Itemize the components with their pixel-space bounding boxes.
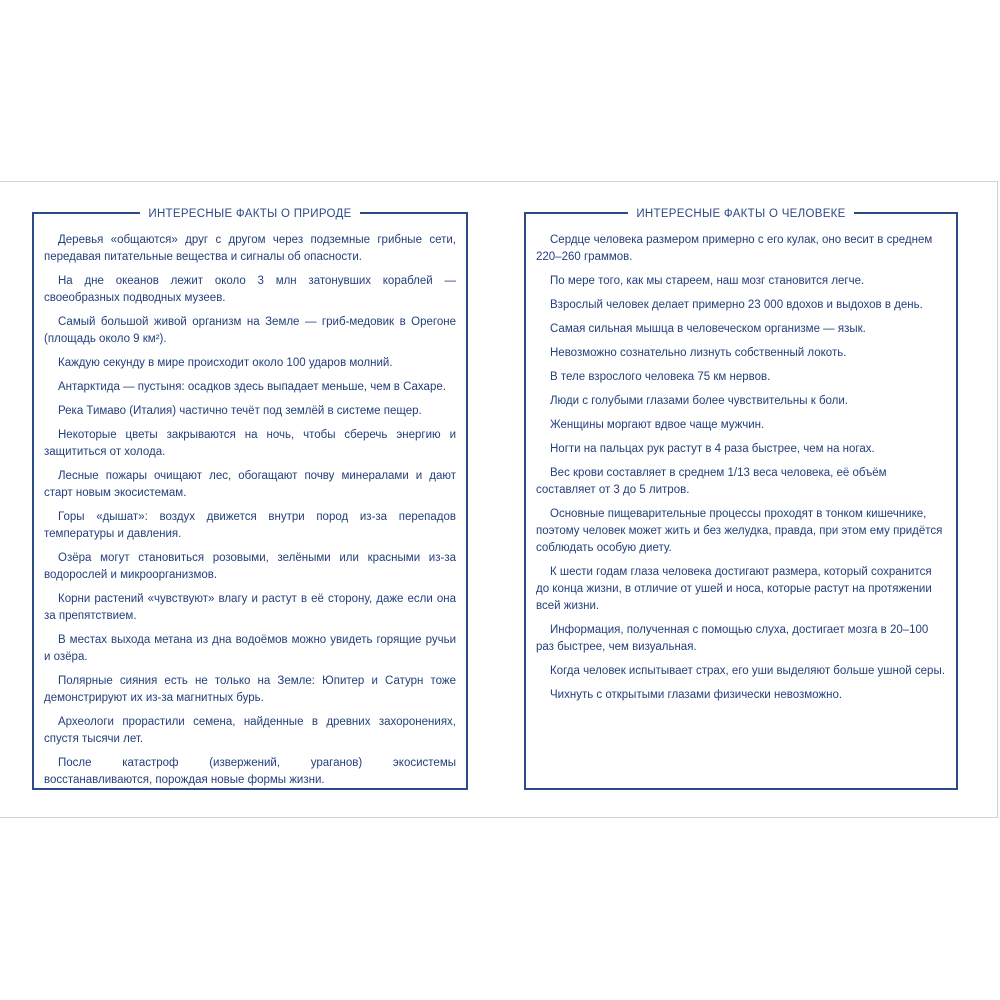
fact-item: Археологи прорастили семена, найденные в древних захоронениях, спустя тысячи лет.: [44, 716, 456, 745]
page-nature-facts: [32, 208, 468, 790]
fact-item: Горы «дышат»: воздух движется внутри пород из-за перепадов температуры и давления.: [44, 511, 456, 540]
fact-item: В теле взрослого человека 75 км нервов.: [550, 371, 771, 383]
fact-item: Корни растений «чувствуют» влагу и растут в её сторону, даже если она за препятствием.: [44, 593, 456, 622]
fact-item: Полярные сияния есть не только на Земле: Юпитер и Сатурн тоже демонстрируют их из-за магнитных бурь.: [44, 675, 456, 704]
fact-item: Информация, полученная с помощью слуха, достигает мозга в 20–100 раз быстрее, чем визуальная.: [536, 624, 929, 653]
fact-item: Самая сильная мышца в человеческом организме — язык.: [550, 323, 866, 335]
page-human-facts: [524, 208, 958, 790]
fact-item: Основные пищеварительные процессы проходят в тонком кишечнике, поэтому человек может жить и без желудка, правда, при этом ему придётся соблюдать особую диету.: [536, 508, 943, 554]
page-title-human: [526, 205, 956, 221]
human-facts-list: [536, 232, 946, 704]
fact-item: К шести годам глаза человека достигают размера, который сохранится до конца жизни, в отличие от ушей и носа, которые растут на протяжении всей жизни.: [536, 566, 932, 612]
fact-item: Вес крови составляет в среднем 1/13 веса человека, её объём составляет от 3 до 5 литров.: [536, 467, 887, 496]
page-title-human-text: ИНТЕРЕСНЫЕ ФАКТЫ О ЧЕЛОВЕКЕ: [628, 208, 853, 220]
fact-item: На дне океанов лежит около 3 млн затонувших кораблей — своеобразных подводных музеев.: [44, 275, 456, 304]
book-spread: [0, 181, 998, 818]
fact-item: Антарктида — пустыня: осадков здесь выпадает меньше, чем в Сахаре.: [58, 381, 446, 393]
fact-item: По мере того, как мы стареем, наш мозг становится легче.: [550, 275, 865, 287]
fact-item: Деревья «общаются» друг с другом через подземные грибные сети, передавая питательные вещества и сигналы об опасности.: [44, 234, 456, 263]
fact-item: После катастроф (извержений, ураганов) экосистемы восстанавливаются, порождая новые формы жизни.: [44, 757, 456, 786]
fact-item: Чихнуть с открытыми глазами физически невозможно.: [550, 689, 843, 701]
fact-item: Озёра могут становиться розовыми, зелёными или красными из-за водорослей и микроорганизмов.: [44, 552, 456, 581]
fact-item: Река Тимаво (Италия) частично течёт под землёй в системе пещер.: [58, 405, 422, 417]
page-title-nature: [34, 205, 466, 221]
fact-item: Сердце человека размером примерно с его кулак, оно весит в среднем 220–260 граммов.: [536, 234, 933, 263]
fact-item: Невозможно сознательно лизнуть собственный локоть.: [550, 347, 847, 359]
fact-item: Женщины моргают вдвое чаще мужчин.: [550, 419, 765, 431]
fact-item: Люди с голубыми глазами более чувствительны к боли.: [550, 395, 849, 407]
fact-item: Лесные пожары очищают лес, обогащают почву минералами и дают старт новым экосистемам.: [44, 470, 456, 499]
page-title-nature-text: ИНТЕРЕСНЫЕ ФАКТЫ О ПРИРОДЕ: [140, 208, 359, 220]
fact-item: Некоторые цветы закрываются на ночь, чтобы сберечь энергию и защититься от холода.: [44, 429, 456, 458]
fact-item: Каждую секунду в мире происходит около 100 ударов молний.: [58, 357, 393, 369]
fact-item: Когда человек испытывает страх, его уши выделяют больше ушной серы.: [550, 665, 945, 677]
fact-item: Самый большой живой организм на Земле — гриб-медовик в Орегоне (площадь около 9 км²).: [44, 316, 456, 345]
fact-item: Взрослый человек делает примерно 23 000 вдохов и выдохов в день.: [550, 299, 923, 311]
fact-item: Ногти на пальцах рук растут в 4 раза быстрее, чем на ногах.: [550, 443, 875, 455]
nature-facts-list: [44, 232, 456, 789]
fact-item: В местах выхода метана из дна водоёмов можно увидеть горящие ручьи и озёра.: [44, 634, 456, 663]
